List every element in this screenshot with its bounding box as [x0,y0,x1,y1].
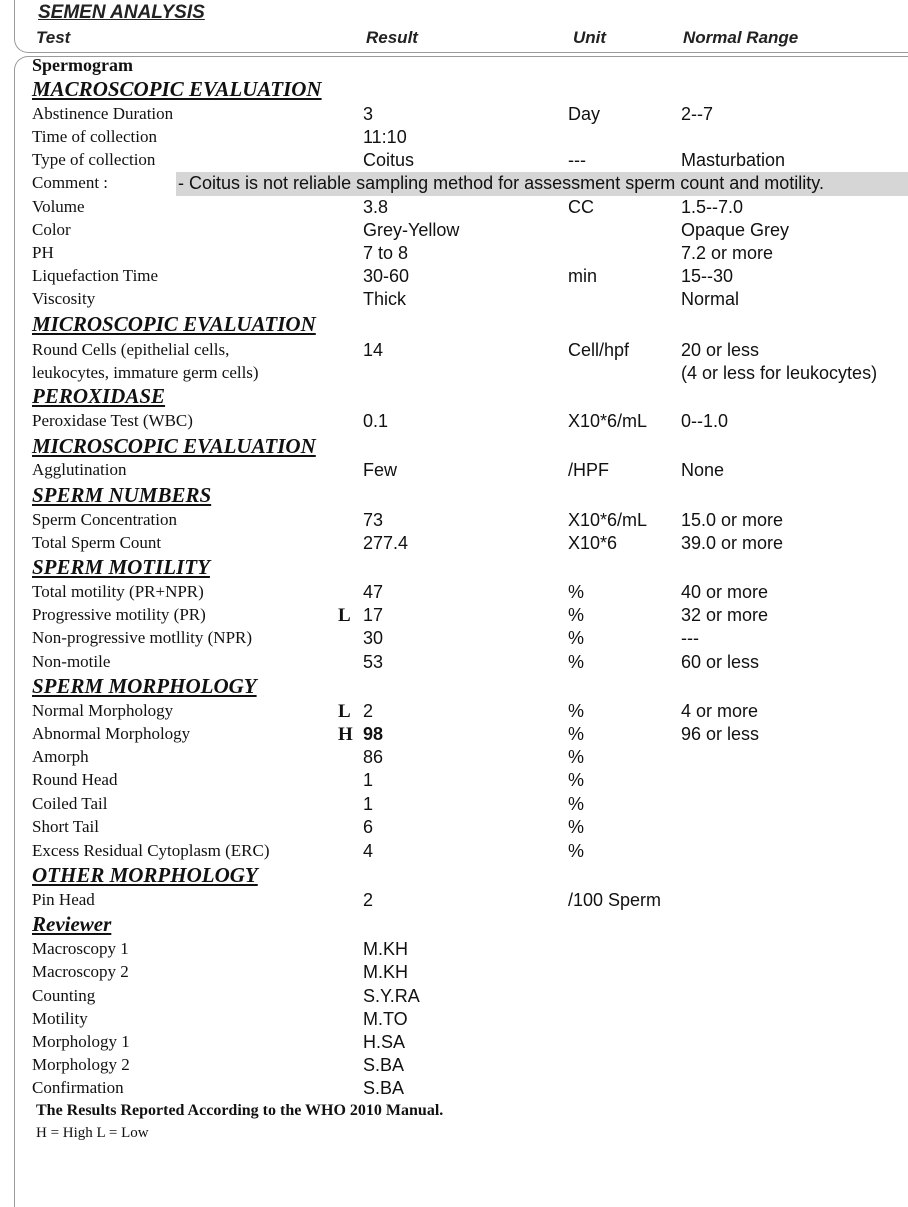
normal-range-continued: (4 or less for leukocytes) [681,363,878,383]
result-value: S.Y.RA [363,986,420,1006]
table-row [0,724,908,747]
result-value: H.SA [363,1032,406,1052]
test-name: Excess Residual Cytoplasm (ERC) [32,841,270,860]
unit: % [568,652,585,672]
who-note: The Results Reported According to the WHO 2010 Manual. [36,1102,444,1119]
table-row [0,652,908,675]
unit: % [568,605,585,625]
high-flag: H [338,724,353,745]
section-reviewer: Reviewer [32,912,112,936]
normal-range: 40 or more [681,582,769,602]
unit: min [568,266,598,286]
unit: % [568,628,585,648]
normal-range: 39.0 or more [681,533,784,553]
result-value: Grey-Yellow [363,220,460,240]
test-name: Abstinence Duration [32,104,174,123]
section-peroxidase: PEROXIDASE [32,384,166,408]
result-value: 17 [363,605,384,625]
low-flag: L [338,605,351,626]
unit: Day [568,104,601,124]
result-value: 277.4 [363,533,409,553]
test-name: Coiled Tail [32,794,108,813]
table-row [0,890,908,913]
table-row [0,197,908,220]
unit: --- [568,150,586,170]
result-value: M.KH [363,962,408,982]
section-sperm-numbers: SPERM NUMBERS [32,483,212,507]
result-value: 1 [363,770,374,790]
table-row [0,1032,908,1055]
table-row [0,104,908,127]
normal-range: 2--7 [681,104,714,124]
normal-range: 96 or less [681,724,760,744]
unit: X10*6/mL [568,510,648,530]
result-value: 2 [363,701,374,721]
normal-range: --- [681,628,699,648]
result-value: 98 [363,724,384,744]
normal-range: None [681,460,725,480]
test-name: Progressive motility (PR) [32,605,206,624]
result-value: 53 [363,652,384,672]
unit: /HPF [568,460,610,480]
test-name: Sperm Concentration [32,510,177,529]
table-row [0,220,908,243]
table-row [0,411,908,434]
table-row [0,628,908,651]
unit: % [568,724,585,744]
table-row [0,127,908,150]
table-row [0,817,908,840]
result-value: 6 [363,817,374,837]
normal-range: 60 or less [681,652,760,672]
normal-range: 15--30 [681,266,734,286]
test-name: Agglutination [32,460,127,479]
comment-label: Comment : [32,173,109,192]
table-row [0,533,908,556]
test-name: Volume [32,197,85,216]
test-name: Short Tail [32,817,99,836]
table-row [0,510,908,533]
spermogram-heading: Spermogram [32,55,133,75]
unit: % [568,747,585,767]
unit: X10*6 [568,533,618,553]
table-row [0,770,908,793]
table-row [0,605,908,628]
test-name: Total Sperm Count [32,533,162,552]
result-value: 73 [363,510,384,530]
table-row [0,701,908,724]
unit: % [568,817,585,837]
section-sperm-motility: SPERM MOTILITY [32,555,210,579]
comment-text: - Coitus is not reliable sampling method for assessment sperm count and motility. [178,173,824,193]
unit: % [568,582,585,602]
result-value: Few [363,460,398,480]
normal-range: Normal [681,289,740,309]
column-header-unit: Unit [573,28,607,47]
test-name: Viscosity [32,289,96,308]
unit: Cell/hpf [568,340,630,360]
table-row [0,266,908,289]
table-row [0,150,908,173]
column-header-normal-range: Normal Range [683,28,799,47]
result-value: 11:10 [363,127,407,147]
result-value: Coitus [363,150,415,170]
result-value: 47 [363,582,384,602]
test-name: Macroscopy 2 [32,962,129,981]
test-name: Normal Morphology [32,701,174,720]
result-value: 7 to 8 [363,243,409,263]
table-row [0,747,908,770]
result-value: 1 [363,794,374,814]
table-row [0,962,908,985]
result-value: M.KH [363,939,408,959]
table-row [0,794,908,817]
table-row [0,363,908,386]
result-value: Thick [363,289,407,309]
test-name-continued: leukocytes, immature germ cells) [32,363,259,382]
column-header-result: Result [366,28,418,47]
table-row [0,340,908,363]
test-name: Non-progressive motllity (NPR) [32,628,253,647]
unit: % [568,770,585,790]
report-title: SEMEN ANALYSIS [38,2,205,23]
table-row [0,582,908,605]
normal-range: 15.0 or more [681,510,784,530]
result-value: 14 [363,340,384,360]
result-value: S.BA [363,1078,405,1098]
table-row [0,460,908,483]
test-name: Type of collection [32,150,156,169]
test-name: Amorph [32,747,89,766]
table-row [0,841,908,864]
normal-range: 32 or more [681,605,769,625]
normal-range: 0--1.0 [681,411,729,431]
flag-legend: H = High L = Low [36,1125,149,1141]
test-name: Non-motile [32,652,111,671]
normal-range: Opaque Grey [681,220,790,240]
test-name: Peroxidase Test (WBC) [32,411,193,430]
result-value: 3 [363,104,374,124]
normal-range: 7.2 or more [681,243,774,263]
result-value: 2 [363,890,374,910]
normal-range: 20 or less [681,340,760,360]
result-value: 86 [363,747,384,767]
normal-range: 4 or more [681,701,759,721]
test-name: Round Cells (epithelial cells, [32,340,230,359]
section-microscopic: MICROSCOPIC EVALUATION [32,312,316,336]
unit: % [568,841,585,861]
table-row [0,243,908,266]
test-name: Abnormal Morphology [32,724,191,743]
result-value: 0.1 [363,411,389,431]
test-name: Pin Head [32,890,95,909]
test-name: Confirmation [32,1078,124,1097]
section-other-morphology: OTHER MORPHOLOGY [32,863,258,887]
test-name: Liquefaction Time [32,266,159,285]
column-header-test: Test [36,28,71,47]
table-row [0,1055,908,1078]
section-sperm-morphology: SPERM MORPHOLOGY [32,674,257,698]
table-row [0,986,908,1009]
result-value: S.BA [363,1055,405,1075]
test-name: Color [32,220,71,239]
result-value: 3.8 [363,197,389,217]
section-macroscopic: MACROSCOPIC EVALUATION [32,77,322,101]
normal-range: 1.5--7.0 [681,197,744,217]
table-row [0,289,908,312]
test-name: Macroscopy 1 [32,939,129,958]
result-value: M.TO [363,1009,408,1029]
test-name: Counting [32,986,96,1005]
result-value: 4 [363,841,374,861]
result-value: 30 [363,628,384,648]
table-row [0,1078,908,1101]
unit: X10*6/mL [568,411,648,431]
section-microscopic: MICROSCOPIC EVALUATION [32,434,316,458]
low-flag: L [338,701,351,722]
table-row [0,939,908,962]
result-value: 30-60 [363,266,410,286]
test-name: Total motility (PR+NPR) [32,582,204,601]
table-row [0,1009,908,1032]
test-name: Morphology 1 [32,1032,130,1051]
unit: % [568,794,585,814]
test-name: Motility [32,1009,88,1028]
normal-range: Masturbation [681,150,786,170]
unit: CC [568,197,594,217]
test-name: Morphology 2 [32,1055,130,1074]
test-name: Round Head [32,770,118,789]
test-name: PH [32,243,54,262]
test-name: Time of collection [32,127,157,146]
unit: /100 Sperm [568,890,662,910]
unit: % [568,701,585,721]
